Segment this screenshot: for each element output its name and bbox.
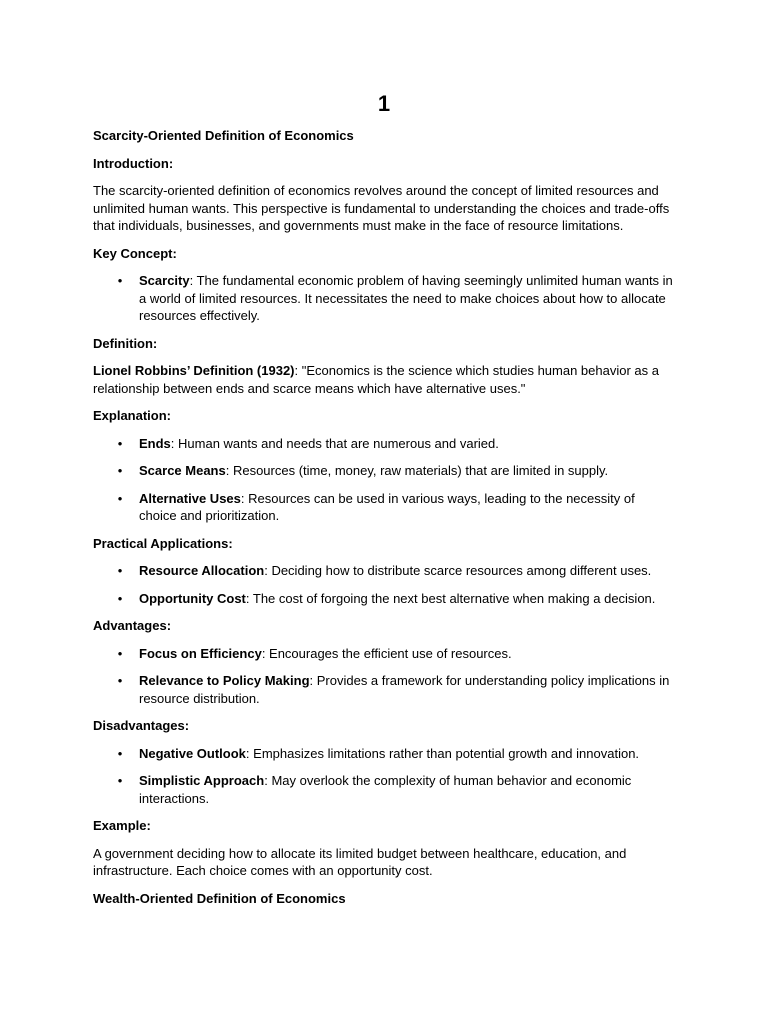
explanation-heading: Explanation: xyxy=(93,408,172,423)
list-item-term: Negative Outlook xyxy=(139,745,246,761)
advantages-heading: Advantages: xyxy=(93,618,172,633)
document-content xyxy=(93,90,675,917)
explanation-list xyxy=(93,435,675,525)
list-item xyxy=(117,772,675,807)
bullet-icon: • xyxy=(117,745,123,761)
bullet-icon: • xyxy=(117,563,123,578)
list-item-desc: : Encourages the efficient use of resources. xyxy=(261,645,512,661)
section-title: Scarcity-Oriented Definition of Economics xyxy=(93,128,354,143)
list-item-term: Scarcity xyxy=(139,273,190,288)
page-number: 1 xyxy=(377,91,391,116)
list-item-term: Ends xyxy=(139,435,171,451)
disadvantages-list xyxy=(93,745,675,808)
list-item xyxy=(117,462,675,480)
list-item-term: Resource Allocation xyxy=(139,563,265,578)
list-item-term: Relevance to Policy Making xyxy=(139,673,310,688)
introduction-heading: Introduction: xyxy=(93,155,174,171)
list-item-desc: : The cost of forgoing the next best alternative when making a decision. xyxy=(245,590,656,606)
list-item xyxy=(117,562,675,580)
list-item-term: Simplistic Approach xyxy=(139,773,265,788)
list-item-term: Opportunity Cost xyxy=(139,590,246,606)
list-item-term: Scarce Means xyxy=(139,463,226,478)
bullet-icon: • xyxy=(117,773,123,788)
list-item-desc: : May overlook the complexity of human behavior and economic interactions. xyxy=(139,773,632,806)
bullet-icon: • xyxy=(117,673,123,688)
list-item xyxy=(117,272,675,325)
key-concept-list xyxy=(93,272,675,325)
list-item-desc: : Human wants and needs that are numerous and varied. xyxy=(170,435,499,451)
list-item-desc: : Resources (time, money, raw materials) that are limited in supply. xyxy=(225,463,609,478)
practical-applications-list xyxy=(93,562,675,607)
list-item xyxy=(117,745,675,763)
list-item-desc: : Emphasizes limitations rather than potential growth and innovation. xyxy=(245,745,640,761)
example-paragraph: A government deciding how to allocate its limited budget between healthcare, education, and infrastructure. Each choice comes with an opportunity cost. xyxy=(93,845,627,878)
list-item-desc: : Provides a framework for understanding policy implications in resource distribution. xyxy=(139,673,670,706)
disadvantages-heading: Disadvantages: xyxy=(93,718,190,733)
list-item-term: Focus on Efficiency xyxy=(139,645,262,661)
definition-term: Lionel Robbins’ Definition (1932) xyxy=(93,363,295,378)
practical-applications-heading: Practical Applications: xyxy=(93,535,233,551)
list-item xyxy=(117,672,675,707)
definition-desc: : "Economics is the science which studies human behavior as a relationship between ends and scarce means which have alternative uses." xyxy=(93,363,659,396)
advantages-list xyxy=(93,645,675,708)
list-item xyxy=(117,645,675,663)
bullet-icon: • xyxy=(117,590,123,606)
list-item-desc: : Deciding how to distribute scarce resources among different uses. xyxy=(264,563,652,578)
next-section-title: Wealth-Oriented Definition of Economics xyxy=(93,890,346,906)
list-item xyxy=(117,590,675,608)
list-item-desc: : The fundamental economic problem of having seemingly unlimited human wants in a world of limited resources. It necessitates the need to make choices about how to allocate resources effectively. xyxy=(139,273,673,323)
example-heading: Example: xyxy=(93,818,151,833)
list-item xyxy=(117,435,675,453)
introduction-paragraph: The scarcity-oriented definition of economics revolves around the concept of limited resources and unlimited human wants. This perspective is fundamental to understanding the choices and trade-offs that individuals, businesses, and governments must make in the face of resource limitations. xyxy=(93,183,670,233)
bullet-icon: • xyxy=(117,645,123,661)
bullet-icon: • xyxy=(117,463,123,478)
list-item-term: Alternative Uses xyxy=(139,490,241,506)
key-concept-heading: Key Concept: xyxy=(93,245,177,261)
definition-heading: Definition: xyxy=(93,335,158,351)
bullet-icon: • xyxy=(117,490,123,506)
bullet-icon: • xyxy=(117,435,123,451)
definition-paragraph xyxy=(93,362,675,397)
list-item xyxy=(117,490,675,525)
bullet-icon: • xyxy=(117,273,123,288)
list-item-desc: : Resources can be used in various ways, leading to the necessity of choice and prioritization. xyxy=(139,490,635,523)
